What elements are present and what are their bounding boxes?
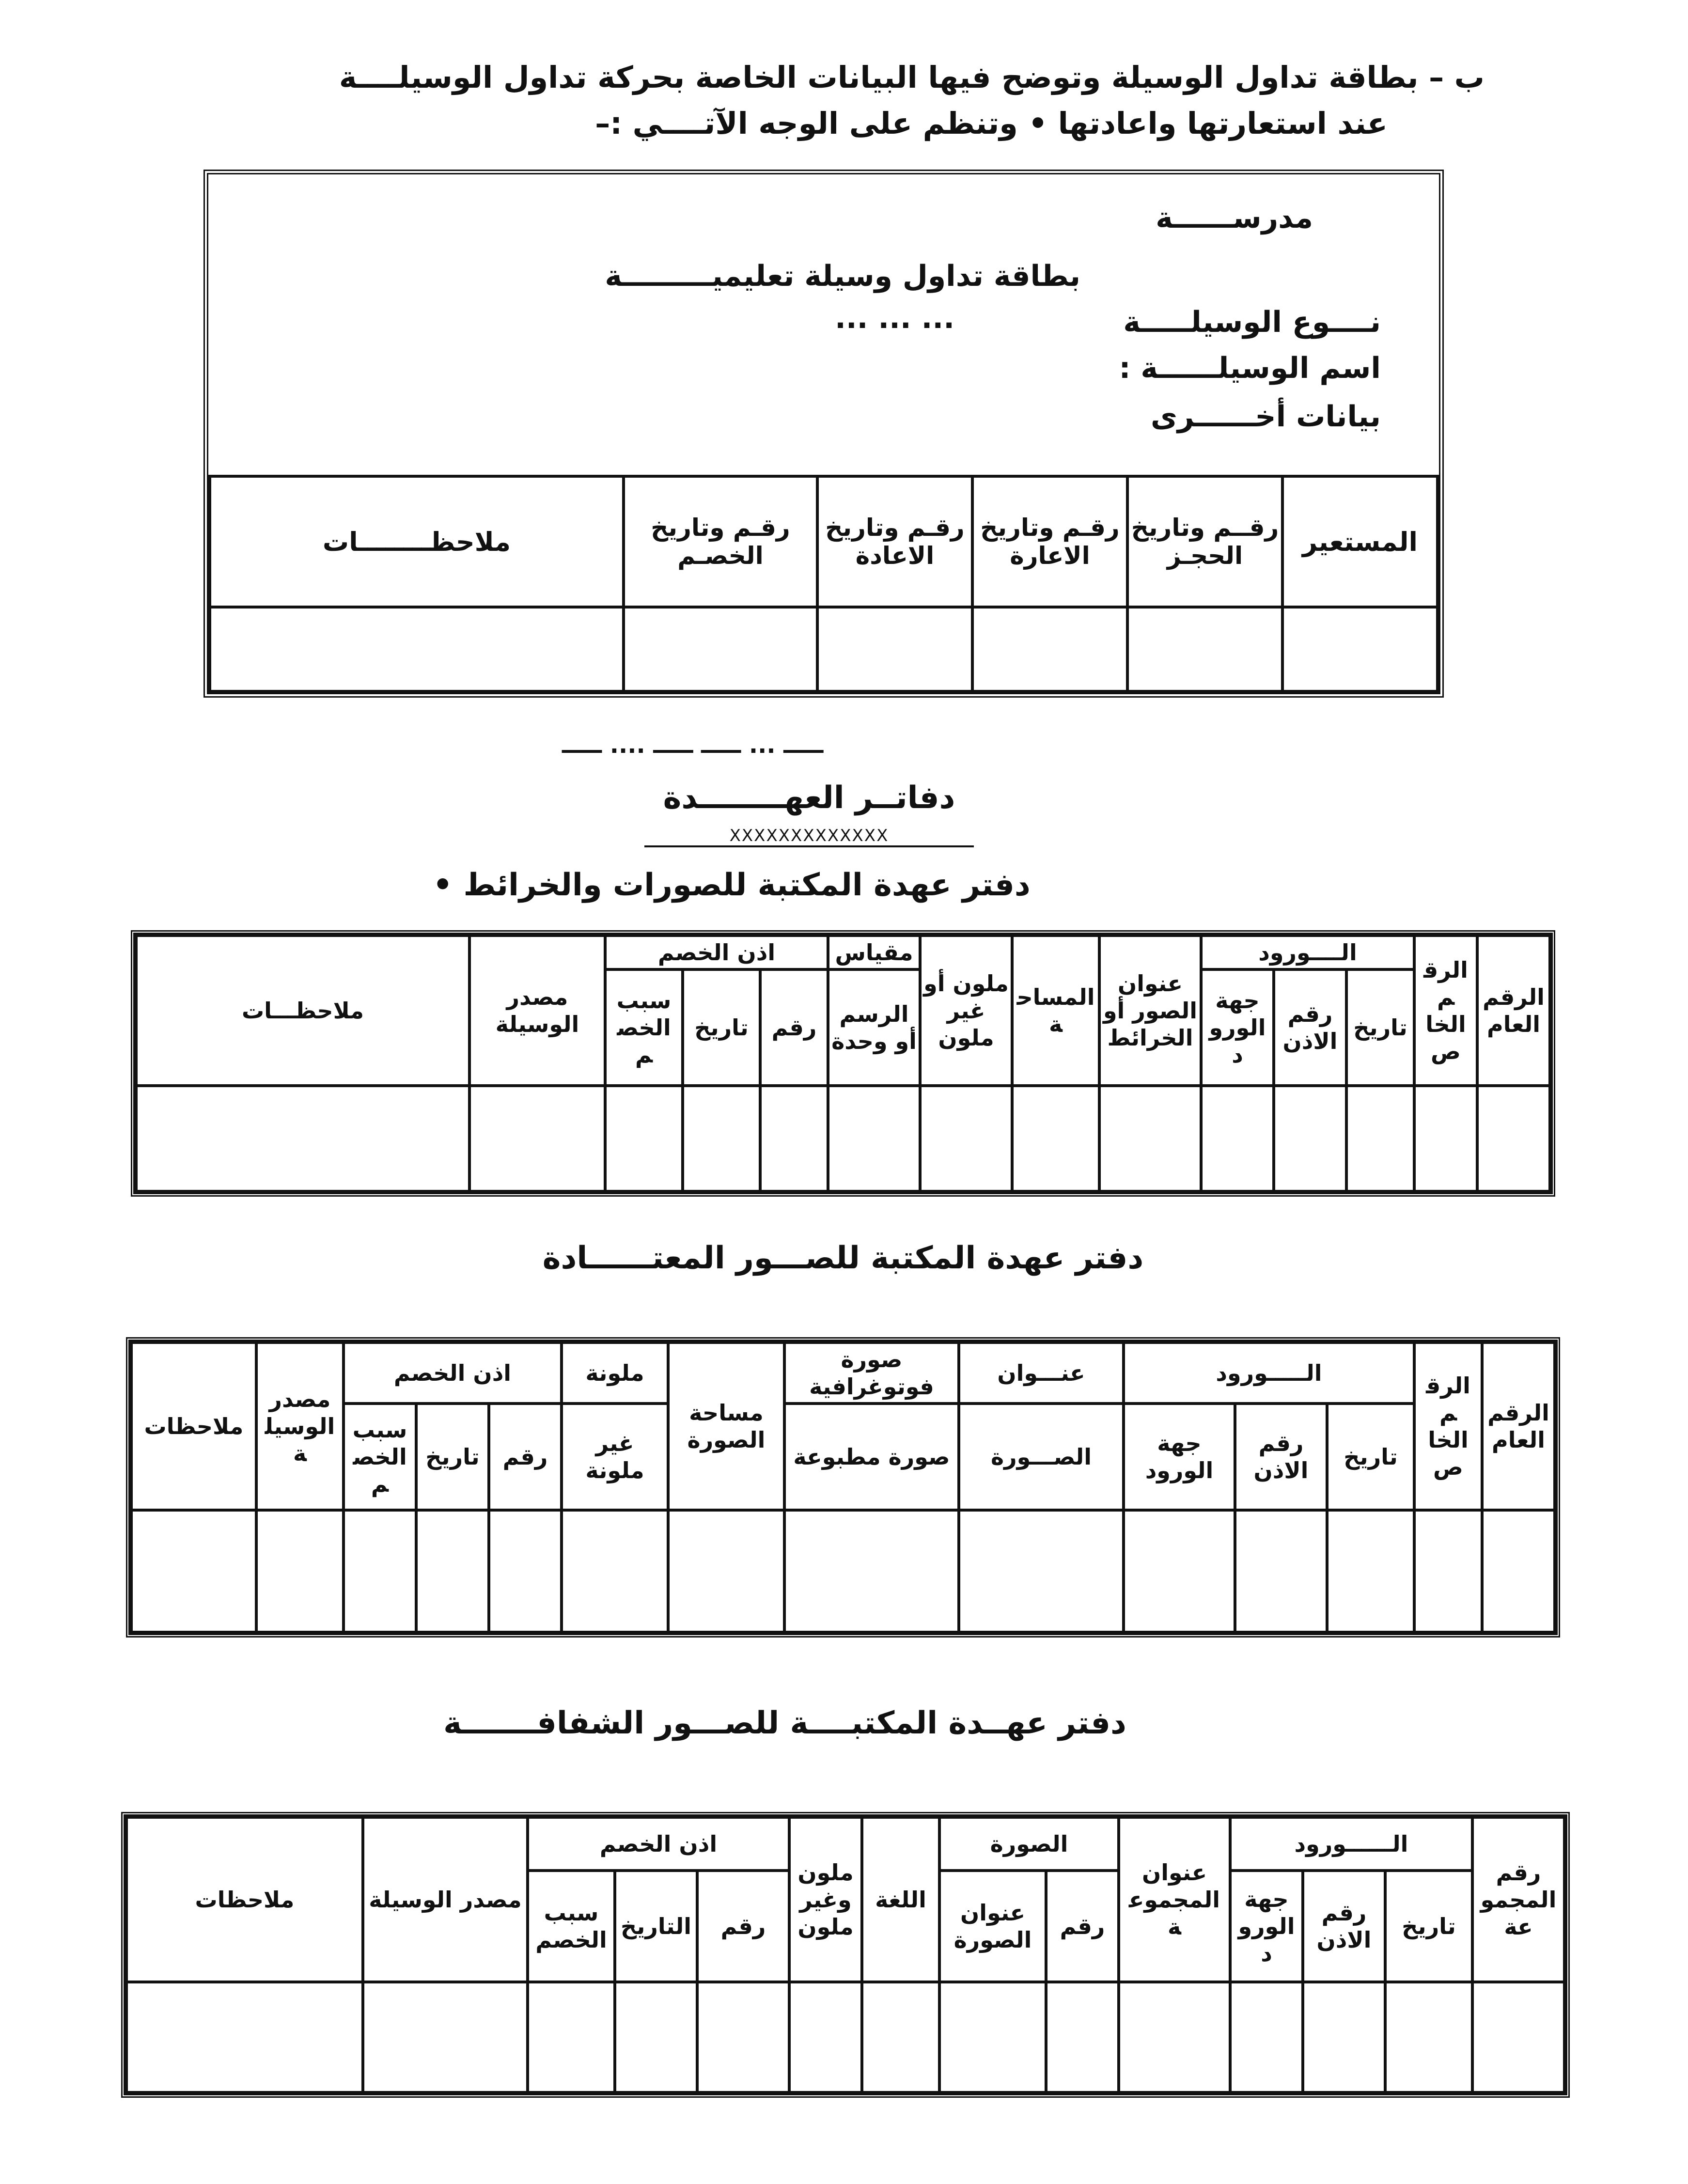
r2-group-discount: اذن الخصم (344, 1342, 562, 1404)
r3-col-discount-reason: سبب الخصم (528, 1871, 615, 1982)
r3-col-discount-date: التاريخ (615, 1871, 697, 1982)
r2-col-receipt-date: تاريخ (1327, 1404, 1414, 1510)
r1-col-receipt-date: تاريخ (1346, 969, 1414, 1086)
r2-col-photo-title: الصـــورة (959, 1404, 1124, 1510)
r2-col-discount-reason: سبب الخصم (344, 1404, 416, 1510)
r1-col-special-number: الرقم الخاص (1414, 936, 1477, 1086)
r1-col-colored: ملون أو غير ملون (920, 936, 1012, 1086)
r1-col-discount-number: رقم (760, 969, 828, 1086)
r1-col-receipt-source: جهة الورود (1201, 969, 1274, 1086)
r3-col-permit-number: رقم الاذن (1303, 1871, 1385, 1982)
r2-col-notes: ملاحظات (131, 1342, 256, 1510)
r2-col-special-number: الرقم الخاص (1414, 1342, 1482, 1510)
card-cell (210, 607, 624, 691)
r3-cell (1303, 1982, 1385, 2092)
r3-cell (1472, 1982, 1564, 2092)
r1-col-discount-date: تاريخ (683, 969, 760, 1086)
r2-cell (1327, 1510, 1414, 1632)
card-media-type-label: نــــوع الوسيلـــــة (1123, 305, 1381, 339)
r1-cell (605, 1086, 683, 1191)
r3-group-discount: اذن الخصم (528, 1817, 789, 1871)
card-media-name-label: اسم الوسيلــــــة : (1119, 351, 1381, 385)
r1-col-title: عنوان الصور أو الخرائط (1099, 936, 1201, 1086)
r2-cell (1482, 1510, 1555, 1632)
r3-col-colored: ملون وغير ملون (789, 1817, 862, 1982)
card-cell (817, 607, 972, 691)
r1-cell (1274, 1086, 1346, 1191)
r2-cell (131, 1510, 256, 1632)
r3-cell (1385, 1982, 1472, 2092)
register1-table (135, 934, 1551, 1193)
card-table (208, 475, 1439, 693)
r1-cell (920, 1086, 1012, 1191)
r3-col-notes: ملاحظات (126, 1817, 363, 1982)
r2-col-uncolored: غير ملونة (562, 1404, 668, 1510)
r3-cell (1046, 1982, 1119, 2092)
register2-title: دفتر عهدة المكتبة للصـــور المعتــــــادة (542, 1240, 1144, 1276)
card-other-data-label: بيانات أخــــــرى (1151, 400, 1381, 434)
register1-title: دفتر عهدة المكتبة للصورات والخرائط • (433, 867, 1031, 903)
r2-group-title: عنـــوان (959, 1342, 1124, 1404)
intro-line-2: عند استعارتها واعادتها • وتنظم على الوجه الآتــــي :– (595, 106, 1388, 141)
r3-col-language: اللغة (862, 1817, 939, 1982)
r1-cell (136, 1086, 469, 1191)
r1-cell (1477, 1086, 1550, 1191)
r3-cell (363, 1982, 528, 2092)
r1-col-general-number: الرقم العام (1477, 936, 1550, 1086)
circulation-card (203, 170, 1444, 698)
col-borrower: المستعير (1282, 476, 1438, 607)
r3-col-receipt-source: جهة الورود (1230, 1871, 1303, 1982)
r2-col-printed-photo: صورة مطبوعة (784, 1404, 959, 1510)
r3-col-receipt-date: تاريخ (1385, 1871, 1472, 1982)
r3-group-photo: الصورة (939, 1817, 1119, 1871)
card-cell (624, 607, 817, 691)
card-cell (1282, 607, 1438, 691)
r1-col-permit-number: رقم الاذن (1274, 969, 1346, 1086)
r1-cell (828, 1086, 920, 1191)
col-discount: رقـم وتاريخ الخصـم (624, 476, 817, 607)
r2-cell (784, 1510, 959, 1632)
card-media-type-dots: ... ... ... (835, 301, 954, 335)
r2-col-receipt-source: جهة الورود (1124, 1404, 1235, 1510)
card-school-label: مدرســــــة (1156, 201, 1313, 235)
r1-group-discount: اذن الخصم (605, 936, 828, 969)
r1-col-notes: ملاحظـــات (136, 936, 469, 1086)
r1-cell (1346, 1086, 1414, 1191)
register3-title: دفتر عهــدة المكتبــــة للصـــور الشفافـــــــة (443, 1705, 1126, 1741)
r2-group-photo: صورة فوتوغرافية (784, 1342, 959, 1404)
card-cell (1127, 607, 1282, 691)
r2-col-photo-area: مساحة الصورة (668, 1342, 784, 1510)
col-notes: ملاحظــــــــات (210, 476, 624, 607)
r3-col-photo-number: رقم (1046, 1871, 1119, 1982)
r3-col-photo-title: عنوان الصورة (939, 1871, 1046, 1982)
r3-cell (789, 1982, 862, 2092)
r1-col-source: مصدر الوسيلة (469, 936, 605, 1086)
r1-col-area: المساحة (1012, 936, 1099, 1086)
r2-cell (1124, 1510, 1235, 1632)
r3-col-group-number: رقم المجموعة (1472, 1817, 1564, 1982)
r3-col-discount-number: رقم (697, 1871, 789, 1982)
r3-col-group-title: عنوان المجموعة (1119, 1817, 1230, 1982)
register2-table-frame (126, 1337, 1560, 1638)
r3-cell (126, 1982, 363, 2092)
card-cell (972, 607, 1127, 691)
r3-cell (697, 1982, 789, 2092)
r2-cell (1235, 1510, 1327, 1632)
intro-line-1: ب – بطاقة تداول الوسيلة وتوضح فيها البيانات الخاصة بحركة تداول الوسيلــــة (339, 60, 1485, 95)
r2-col-discount-date: تاريخ (416, 1404, 489, 1510)
card-table-wrap (208, 475, 1439, 693)
r3-cell (615, 1982, 697, 2092)
r3-col-source: مصدر الوسيلة (363, 1817, 528, 1982)
r3-cell (862, 1982, 939, 2092)
col-reservation: رقــم وتاريخ الحجـز (1127, 476, 1282, 607)
r1-group-receipt: الــــورود (1201, 936, 1414, 969)
col-lending: رقـم وتاريخ الاعارة (972, 476, 1127, 607)
r1-cell (683, 1086, 760, 1191)
r3-group-receipt: الــــــورود (1230, 1817, 1472, 1871)
r1-cell (1201, 1086, 1274, 1191)
r3-cell (1230, 1982, 1303, 2092)
r1-cell (1414, 1086, 1477, 1191)
r2-cell (668, 1510, 784, 1632)
card-header (208, 174, 1439, 475)
section-title: دفاتــر العهــــــــدة (663, 780, 955, 816)
register3-table-frame (121, 1812, 1570, 2098)
r2-cell (489, 1510, 562, 1632)
r2-col-permit-number: رقم الاذن (1235, 1404, 1327, 1510)
r3-cell (1119, 1982, 1230, 2092)
r2-cell (256, 1510, 344, 1632)
r2-col-general-number: الرقم العام (1482, 1342, 1555, 1510)
r1-cell (469, 1086, 605, 1191)
r1-col-discount-reason: سبب الخصم (605, 969, 683, 1086)
register3-table (125, 1816, 1566, 2094)
r2-col-source: مصدر الوسيلة (256, 1342, 344, 1510)
r2-cell (344, 1510, 416, 1632)
r2-group-receipt: الـــــورود (1124, 1342, 1414, 1404)
r1-col-scale: الرسم أو وحدة (828, 969, 920, 1086)
register2-table (130, 1341, 1556, 1634)
r2-cell (1414, 1510, 1482, 1632)
r2-col-discount-number: رقم (489, 1404, 562, 1510)
separator-line: ـــــ ... ـــــ ـــــ .... ـــــ (562, 732, 824, 759)
r2-cell (959, 1510, 1124, 1632)
r2-cell (416, 1510, 489, 1632)
card-title: بطاقة تداول وسيلة تعليميـــــــــة (605, 259, 1080, 293)
r3-cell (528, 1982, 615, 2092)
r1-cell (1012, 1086, 1099, 1191)
r1-group-gauge: مقياس (828, 936, 920, 969)
r1-cell (760, 1086, 828, 1191)
col-return: رقـم وتاريخ الاعادة (817, 476, 972, 607)
r3-cell (939, 1982, 1046, 2092)
r2-cell (562, 1510, 668, 1632)
decorative-stars: XXXXXXXXXXXXX (644, 826, 974, 847)
r1-cell (1099, 1086, 1201, 1191)
register1-table-frame (131, 930, 1555, 1197)
r2-group-colored: ملونة (562, 1342, 668, 1404)
